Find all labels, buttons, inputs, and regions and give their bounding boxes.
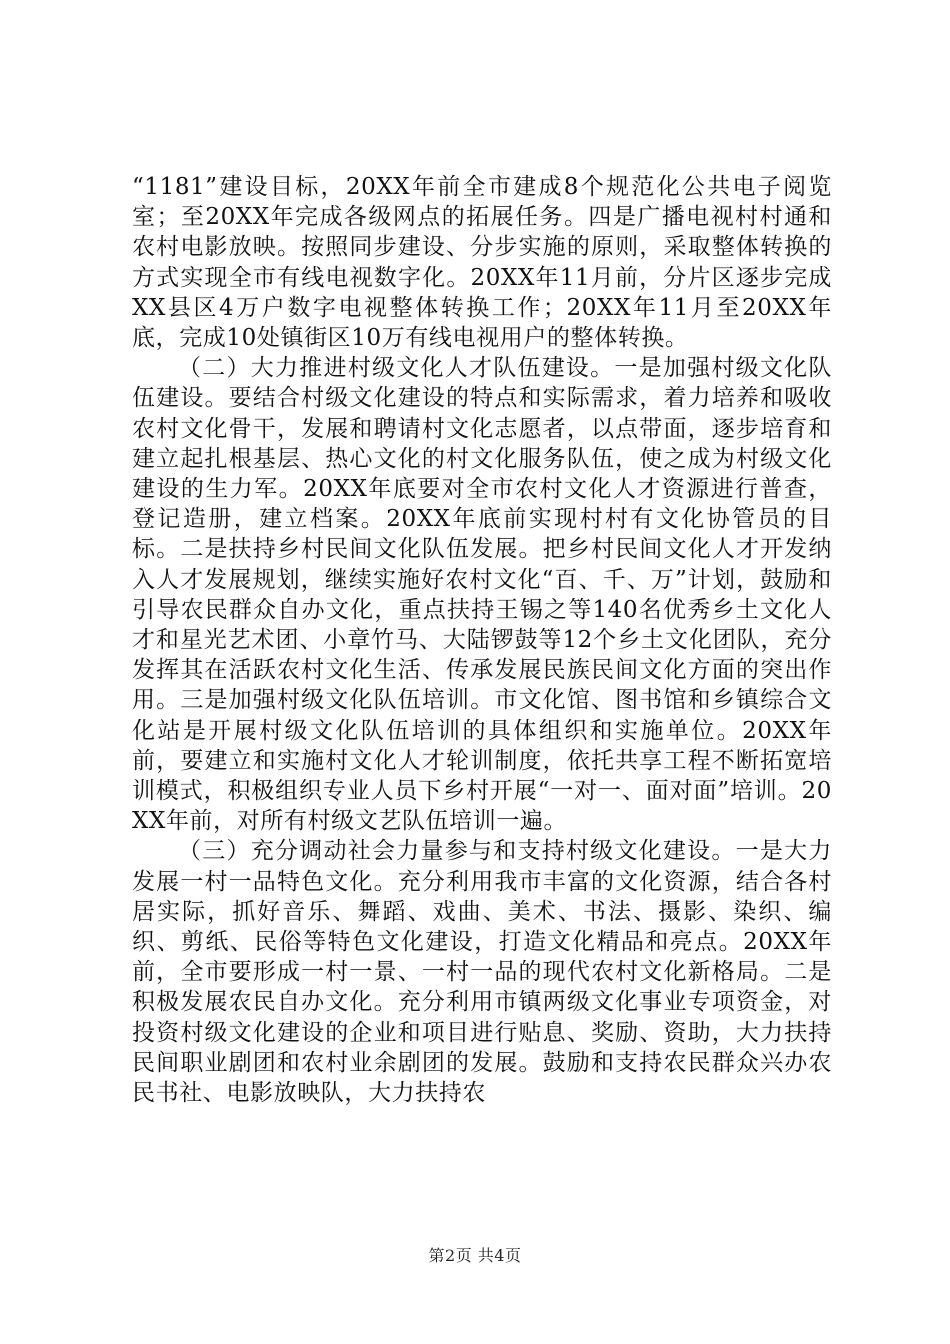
document-body [132,172,832,1108]
paragraph-section-3: （三）充分调动社会力量参与和支持村级文化建设。一是大力发展一村一品特色文化。充分利用我市丰富的文化资源，结合各村居实际，抓好音乐、舞蹈、戏曲、美术、书法、摄影、染织、编织、剪纸、民俗等特色文化建设，打造文化精品和亮点。20XX年前，全市要形成一村一景、一村一品的现代农村文化新格局。二是积极发展农民自办文化。充分利用市镇两级文化事业专项资金，对投资村级文化建设的企业和项目进行贴息、奖励、资助，大力扶持民间职业剧团和农村业余剧团的发展。鼓励和支持农民群众兴办农民书社、电影放映队，大力扶持农 [132,838,832,1107]
page-number-footer: 第2页 共4页 [428,1246,522,1265]
paragraph-continued: “1181”建设目标，20XX年前全市建成8个规范化公共电子阅览室；至20XX年完成各级网点的拓展任务。四是广播电视村村通和农村电影放映。按照同步建设、分步实施的原则，采取整体转换的方式实现全市有线电视数字化。20XX年11月前，分片区逐步完成XX县区4万户数字电视整体转换工作；20XX年11月至20XX年底，完成10处镇街区10万有线电视用户的整体转换。 [132,174,832,352]
paragraph-section-2: （二）大力推进村级文化人才队伍建设。一是加强村级文化队伍建设。要结合村级文化建设的特点和实际需求，着力培养和吸收农村文化骨干，发展和聘请村文化志愿者，以点带面，逐步培育和建立起扎根基层、热心文化的村文化服务队伍，使之成为村级文化建设的生力军。20XX年底要对全市农村文化人才资源进行普查，登记造册，建立档案。20XX年底前实现村村有文化协管员的目标。二是扶持乡村民间文化队伍发展。把乡村民间文化人才开发纳入人才发展规划，继续实施好农村文化“百、千、万”计划，鼓励和引导农民群众自办文化，重点扶持王锡之等140名优秀乡土文化人才和星光艺术团、小章竹马、大陆锣鼓等12个乡土文化团队，充分发挥其在活跃农村文化生活、传承发展民族民间文化方面的突出作用。三是加强村级文化队伍培训。市文化馆、图书馆和乡镇综合文化站是开展村级文化队伍培训的具体组织和实施单位。20XX年前，要建立和实施村文化人才轮训制度，依托共享工程不断拓宽培训模式，积极组织专业人员下乡村开展“一对一、面对面”培训。20XX年前，对所有村级文艺队伍培训一遍。 [132,355,832,835]
